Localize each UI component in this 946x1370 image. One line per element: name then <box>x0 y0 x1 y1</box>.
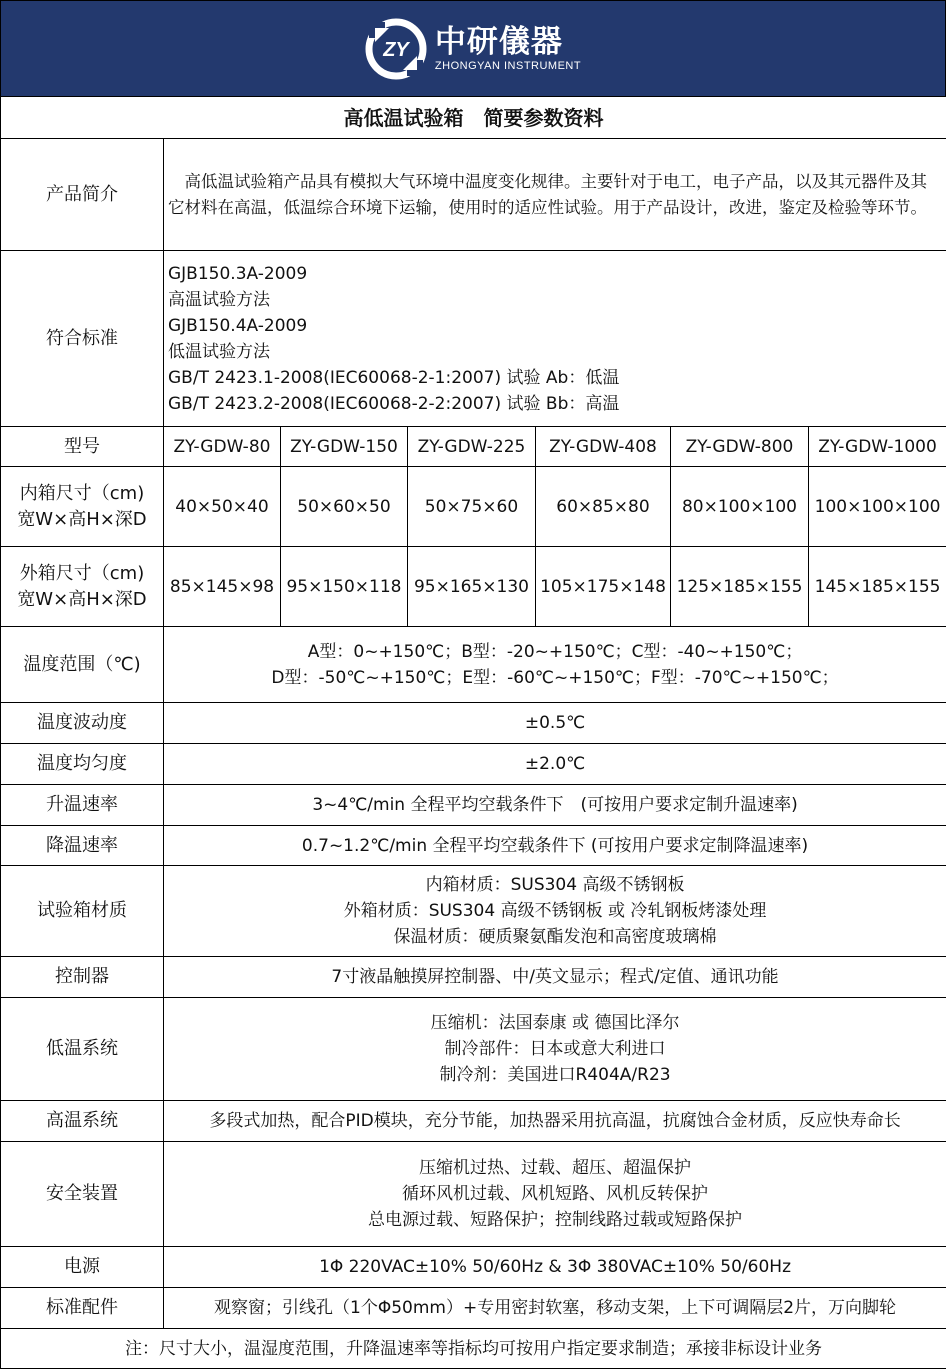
material-line: 保温材质：硬质聚氨酯发泡和高密度玻璃棉 <box>393 927 717 947</box>
high-temp-label: 高温系统 <box>1 1101 164 1142</box>
material-line: 内箱材质：SUS304 高级不锈钢板 <box>425 875 685 895</box>
heating-rate-label: 升温速率 <box>1 785 164 826</box>
logo-mark-text: ZY <box>383 38 409 61</box>
outer-size-cell: 145×185×155 <box>809 547 946 627</box>
heating-rate-value: 3~4℃/min 全程平均空载条件下 (可按用户要求定制升温速率) <box>164 785 946 826</box>
model-row <box>1 427 946 467</box>
outer-size-cell: 105×175×148 <box>536 547 671 627</box>
note-row <box>1 1329 946 1369</box>
intro-text: 高低温试验箱产品具有模拟大气环境中温度变化规律。主要针对于电工，电子产品，以及其元器件及其它材料在高温，低温综合环境下运输，使用时的适应性试验。用于产品设计，改进，鉴定及检验等环节。 <box>164 139 946 251</box>
inner-size-cell: 40×50×40 <box>164 467 281 547</box>
outer-size-cell: 85×145×98 <box>164 547 281 627</box>
low-temp-row <box>1 998 946 1101</box>
inner-size-cell: 50×75×60 <box>408 467 536 547</box>
controller-row <box>1 957 946 998</box>
power-row <box>1 1247 946 1288</box>
model-label: 型号 <box>1 427 164 467</box>
low-temp-value <box>164 998 946 1101</box>
controller-value: 7寸液晶触摸屏控制器、中/英文显示；程式/定值、通讯功能 <box>164 957 946 998</box>
standard-line: GJB150.3A-2009 <box>168 263 308 284</box>
inner-size-cell: 100×100×100 <box>809 467 946 547</box>
model-cell: ZY-GDW-225 <box>408 427 536 467</box>
model-cell: ZY-GDW-150 <box>281 427 408 467</box>
temp-range-row <box>1 627 946 703</box>
standard-line: 低温试验方法 <box>168 341 270 362</box>
page-title: 高低温试验箱 简要参数资料 <box>1 97 946 139</box>
accessories-label: 标准配件 <box>1 1288 164 1329</box>
brand-name-en: ZHONGYAN INSTRUMENT <box>434 59 582 72</box>
brand-logo <box>365 18 581 80</box>
standard-line: GB/T 2423.1-2008(IEC60068-2-1:2007) 试验 Ab：低温 <box>168 367 620 388</box>
controller-label: 控制器 <box>1 957 164 998</box>
intro-label: 产品简介 <box>1 139 164 251</box>
safety-value <box>164 1142 946 1247</box>
temp-range-line: A型：0~+150℃；B型：-20~+150℃；C型：-40~+150℃； <box>307 641 803 662</box>
standards-list <box>164 251 946 427</box>
model-cell: ZY-GDW-800 <box>671 427 809 467</box>
brand-header <box>0 0 946 96</box>
standard-line: GJB150.4A-2009 <box>168 315 308 336</box>
temp-range-line: D型：-50℃~+150℃；E型：-60℃~+150℃；F型：-70℃~+150℃； <box>271 667 839 688</box>
uniformity-label: 温度均匀度 <box>1 744 164 785</box>
power-value: 1Φ 220VAC±10% 50/60Hz & 3Φ 380VAC±10% 50/60Hz <box>164 1247 946 1288</box>
inner-size-cell: 80×100×100 <box>671 467 809 547</box>
high-temp-value: 多段式加热，配合PID模块，充分节能，加热器采用抗高温，抗腐蚀合金材质，反应快寿命长 <box>164 1101 946 1142</box>
inner-size-label <box>1 467 164 547</box>
fluctuation-label: 温度波动度 <box>1 703 164 744</box>
uniformity-row <box>1 744 946 785</box>
material-row <box>1 866 946 957</box>
model-cell: ZY-GDW-408 <box>536 427 671 467</box>
fluctuation-value: ±0.5℃ <box>164 703 946 744</box>
outer-size-row <box>1 547 946 627</box>
temp-range-label: 温度范围（℃) <box>1 627 164 703</box>
low-temp-label: 低温系统 <box>1 998 164 1101</box>
outer-size-label-line1: 外箱尺寸（cm) <box>19 562 145 584</box>
outer-size-label-line2: 宽W×高H×深D <box>17 588 147 610</box>
outer-size-cell: 95×165×130 <box>408 547 536 627</box>
safety-line: 总电源过载、短路保护；控制线路过载或短路保护 <box>368 1210 743 1230</box>
zy-logo-icon <box>365 18 427 80</box>
low-temp-line: 制冷部件：日本或意大利进口 <box>444 1039 666 1059</box>
heating-rate-row <box>1 785 946 826</box>
fluctuation-row <box>1 703 946 744</box>
outer-size-cell: 125×185×155 <box>671 547 809 627</box>
cooling-rate-label: 降温速率 <box>1 826 164 866</box>
safety-line: 循环风机过载、风机短路、风机反转保护 <box>402 1184 709 1204</box>
accessories-value: 观察窗；引线孔（1个Φ50mm）+专用密封软塞，移动支架，上下可调隔层2片，万向脚轮 <box>164 1288 946 1329</box>
temp-range-value <box>164 627 946 703</box>
model-cell: ZY-GDW-1000 <box>809 427 946 467</box>
standards-label: 符合标准 <box>1 251 164 427</box>
inner-size-label-line2: 宽W×高H×深D <box>17 508 147 530</box>
high-temp-row <box>1 1101 946 1142</box>
standards-row <box>1 251 946 427</box>
low-temp-line: 压缩机：法国泰康 或 德国比泽尔 <box>430 1013 680 1033</box>
outer-size-label <box>1 547 164 627</box>
low-temp-line: 制冷剂：美国进口R404A/R23 <box>439 1065 671 1085</box>
material-label: 试验箱材质 <box>1 866 164 957</box>
material-line: 外箱材质：SUS304 高级不锈钢板 或 冷轧钢板烤漆处理 <box>343 901 767 921</box>
cooling-rate-row <box>1 826 946 866</box>
standard-line: GB/T 2423.2-2008(IEC60068-2-2:2007) 试验 Bb：高温 <box>168 393 620 414</box>
inner-size-row <box>1 467 946 547</box>
accessories-row <box>1 1288 946 1329</box>
outer-size-cell: 95×150×118 <box>281 547 408 627</box>
inner-size-label-line1: 内箱尺寸（cm) <box>19 482 145 504</box>
model-cell: ZY-GDW-80 <box>164 427 281 467</box>
intro-row <box>1 139 946 251</box>
uniformity-value: ±2.0℃ <box>164 744 946 785</box>
cooling-rate-value: 0.7~1.2℃/min 全程平均空载条件下 (可按用户要求定制降温速率) <box>164 826 946 866</box>
safety-row <box>1 1142 946 1247</box>
title-row <box>1 97 946 139</box>
standard-line: 高温试验方法 <box>168 289 270 310</box>
safety-line: 压缩机过热、过载、超压、超温保护 <box>419 1158 692 1178</box>
footnote: 注：尺寸大小，温湿度范围，升降温速率等指标均可按用户指定要求制造；承接非标设计业务 <box>1 1329 946 1369</box>
inner-size-cell: 50×60×50 <box>281 467 408 547</box>
material-value <box>164 866 946 957</box>
power-label: 电源 <box>1 1247 164 1288</box>
brand-name-cn: 中研儀器 <box>434 23 563 60</box>
inner-size-cell: 60×85×80 <box>536 467 671 547</box>
safety-label: 安全装置 <box>1 1142 164 1247</box>
spec-table <box>0 96 946 1369</box>
